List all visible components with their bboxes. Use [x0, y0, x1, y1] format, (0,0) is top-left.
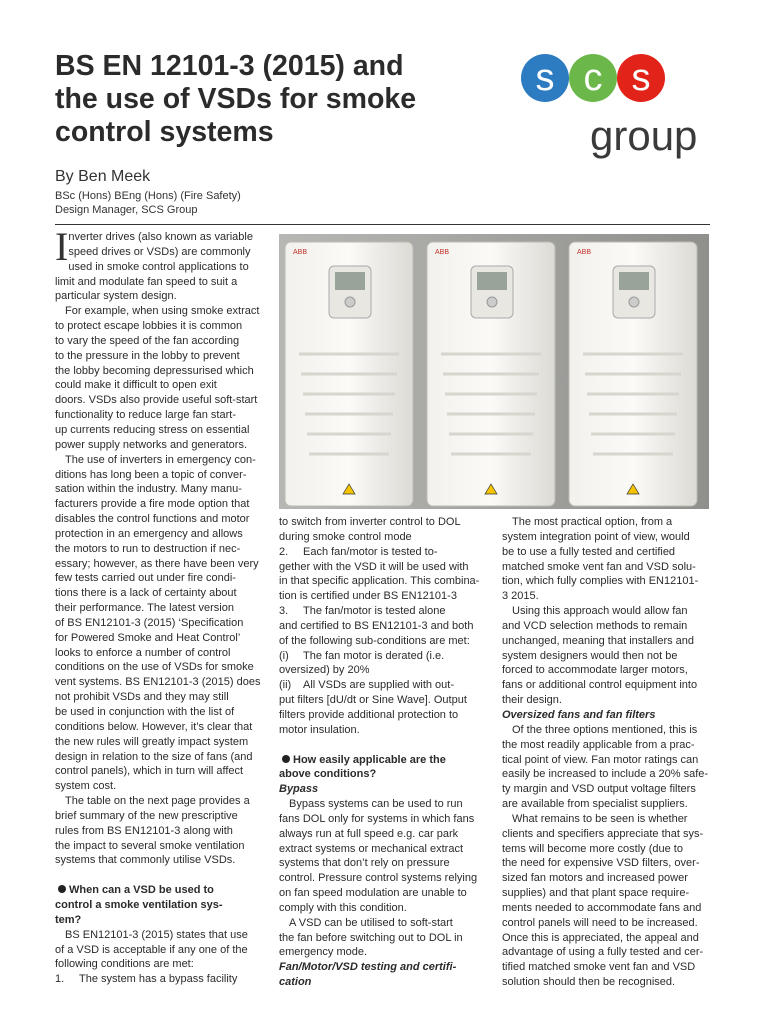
section-heading: control a smoke ventilation sys- [55, 898, 223, 911]
text-line: of BS EN12101-3 (2015) ‘Specification [55, 616, 244, 629]
list-text: All VSDs are supplied with out- [303, 679, 455, 692]
svg-text:ABB: ABB [577, 249, 592, 256]
text-line: the motors to run to destruction if nec- [55, 542, 241, 555]
list-item [279, 545, 490, 560]
text-line: emergency mode. [279, 946, 368, 959]
text-line: conditions on the use of VSDs for smoke [55, 661, 254, 674]
text-line: essary; however, as there have been very [55, 557, 259, 570]
text-line: on fan speed modulation are unable to [279, 887, 467, 900]
text-line: advantage of using a fully tested and cer- [502, 946, 704, 959]
logo-word: group [590, 112, 698, 159]
text-line: their performance. The latest version [55, 602, 234, 615]
text-line: used in smoke control applications to [68, 260, 249, 273]
text-line: filters provide additional protection to [279, 708, 459, 721]
text-line: be to use a fully tested and certified [502, 545, 676, 558]
text-line: for Powered Smoke and Heat Control’ [55, 631, 241, 644]
text-line: tion is certified under BS EN12101-3 [279, 590, 457, 603]
text-line: and certified to BS EN12101-3 and both [279, 619, 474, 632]
text-line: to the pressure in the lobby to prevent [55, 349, 240, 362]
header-divider [55, 224, 710, 225]
text-line: clients and specifiers appreciate that sys- [502, 827, 704, 840]
list-text: The fan motor is derated (i.e. [303, 649, 445, 662]
text-line: to vary the speed of the fan according [55, 334, 240, 347]
title-line: BS EN 12101-3 (2015) and [55, 50, 404, 82]
spacer [279, 738, 490, 753]
text-line: 3 2015. [502, 590, 539, 603]
text-line: are available from specialist suppliers. [502, 798, 688, 811]
text-line: the need for expensive VSD filters, over- [502, 857, 700, 870]
drive-unit [427, 242, 555, 506]
text-line: doors. VSDs also provide useful soft-start [55, 394, 258, 407]
section-heading [55, 883, 267, 898]
byline: By Ben Meek [55, 168, 151, 185]
text-line: to protect escape lobbies it is common [55, 320, 243, 333]
text-line: easily be increased to include a 20% safe- [502, 768, 709, 781]
text-line: vent systems. BS EN12101-3 (2015) does [55, 676, 261, 689]
text-line: looks to enforce a number of control [55, 646, 231, 659]
text-line: solution should then be recognised. [502, 976, 676, 989]
text-line: of the following sub-conditions are met: [279, 634, 470, 647]
text-line: oversized) by 20% [279, 664, 370, 677]
svg-text:ABB: ABB [435, 249, 450, 256]
text-line: design in relation to the size of fans (and [55, 750, 253, 763]
text-line: always run at full speed e.g. car park [279, 827, 459, 840]
text-line: ditions has long been a topic of conver- [55, 468, 247, 481]
text-line: facturers provide a fire mode option that [55, 498, 250, 511]
heading-text: How easily applicable are the [293, 753, 446, 766]
text-line: and VCD selection methods to remain [502, 619, 688, 632]
text-line: disables the control functions and motor [55, 513, 250, 526]
text-column-1 [55, 224, 267, 987]
text-line: system integration point of view, would [502, 530, 690, 543]
vsd-photo-illustration [279, 234, 709, 509]
text-line: The use of inverters in emergency con- [65, 453, 256, 466]
text-line: ty margin and VSD output voltage filters [502, 783, 696, 796]
text-line: systems that commonly utilise VSDs. [55, 854, 236, 867]
svg-text:ABB: ABB [293, 249, 308, 256]
subheading: cation [279, 976, 312, 989]
text-line: fans or additional control equipment into [502, 679, 698, 692]
text-line: Of the three options mentioned, this is [512, 723, 698, 736]
text-line: tems will become more costly (due to [502, 842, 683, 855]
text-line: functionality to reduce large fan start- [55, 409, 236, 422]
list-number: 1. [55, 973, 65, 986]
text-line: not prohibit VSDs and they may still [55, 691, 229, 704]
author-credentials: BSc (Hons) BEng (Hons) (Fire Safety) [55, 190, 241, 202]
text-line: tical point of view. Fan motor ratings can [502, 753, 699, 766]
text-line: protection in an emergency and allows [55, 527, 243, 540]
list-item [55, 972, 267, 987]
list-item [279, 604, 490, 619]
text-line: the lobby becoming depressurised which [55, 364, 254, 377]
text-line: What remains to be seen is whether [512, 812, 688, 825]
section-heading: tem? [55, 913, 82, 926]
text-line: conditions below. However, it’s clear that [55, 720, 253, 733]
heading-text: When can a VSD be used to [69, 884, 214, 897]
title-line: control systems [55, 116, 274, 148]
text-line: power supply networks and generators. [55, 438, 247, 451]
logo-letter-s: s [535, 57, 555, 99]
text-line: speed drives or VSDs) are commonly [68, 245, 251, 258]
text-line: during smoke control mode [279, 530, 412, 543]
text-line: ments needed to accommodate fans and [502, 901, 702, 914]
list-item [279, 678, 490, 693]
text-line: fans DOL only for systems in which fans [279, 812, 475, 825]
vsd-photo [279, 234, 709, 509]
text-line: supplies) and that plant space require- [502, 887, 690, 900]
subheading: Oversized fans and fan filters [502, 708, 656, 721]
text-line: few tests carried out under fire condi- [55, 572, 236, 585]
text-line: could make it difficult to open exit [55, 379, 217, 392]
title-line: the use of VSDs for smoke [55, 83, 417, 115]
text-line: particular system design. [55, 290, 177, 303]
text-line: system cost. [55, 780, 117, 793]
text-column-3 [502, 515, 714, 990]
section-heading: above conditions? [279, 768, 377, 781]
text-line: comply with this condition. [279, 901, 407, 914]
text-line: control panels), which in turn will affect [55, 765, 244, 778]
scs-group-logo [520, 50, 715, 160]
text-line: tions there is a lack of certainty about [55, 587, 237, 600]
logo-letter-c: c [583, 57, 603, 99]
text-line: gether with the VSD it will be used with [279, 560, 469, 573]
subheading: Bypass [279, 783, 319, 796]
list-text: The fan/motor is tested alone [303, 605, 446, 618]
bullet-icon [279, 754, 293, 763]
text-line: up currents reducing stress on essential [55, 423, 250, 436]
text-line: of a VSD is acceptable if any one of the [55, 943, 248, 956]
text-line: The table on the next page provides a [65, 795, 250, 808]
text-line: unchanged, meaning that installers and [502, 634, 695, 647]
drive-unit [285, 242, 413, 506]
text-line: limit and modulate fan speed to suit a [55, 275, 238, 288]
text-line: their design. [502, 694, 562, 707]
text-line: extract systems or mechanical extract [279, 842, 464, 855]
text-line: matched smoke vent fan and VSD solu- [502, 560, 696, 573]
text-line: put filters [dU/dt or Sine Wave]. Output [279, 694, 467, 707]
text-line: rules from BS EN12101-3 along with [55, 824, 233, 837]
text-line: be used in conjunction with the list of [55, 706, 235, 718]
text-line: following conditions are met: [55, 958, 194, 971]
subheading: Fan/Motor/VSD testing and certifi- [279, 961, 457, 974]
text-line: motor insulation. [279, 723, 360, 736]
list-item [279, 649, 490, 664]
drive-unit [569, 242, 697, 506]
text-line: Once this is appreciated, the appeal and [502, 931, 699, 944]
text-line: For example, when using smoke extract [65, 305, 260, 318]
text-line: the new rules will greatly impact system [55, 735, 249, 748]
text-column-2 [279, 515, 490, 990]
drop-cap: I [55, 224, 69, 269]
list-number: 2. [279, 545, 289, 558]
list-text: The system has a bypass facility [79, 973, 238, 986]
article-title [55, 50, 475, 149]
bullet-icon [55, 884, 69, 893]
author-role: Design Manager, SCS Group [55, 204, 198, 216]
text-line: Bypass systems can be used to run [289, 798, 463, 811]
text-line: tion, which fully complies with EN12101- [502, 575, 699, 588]
text-line: Using this approach would allow fan [512, 605, 688, 618]
text-line: BS EN12101-3 (2015) states that use [65, 928, 248, 941]
text-line: A VSD can be utilised to soft-start [289, 916, 453, 929]
text-line: brief summary of the new prescriptive [55, 809, 238, 822]
text-line: sation within the industry. Many manu- [55, 483, 242, 496]
text-line: the impact to several smoke ventilation [55, 839, 245, 852]
spacer [55, 868, 267, 883]
text-line: to switch from inverter control to DOL [279, 516, 461, 528]
section-heading [279, 753, 490, 768]
text-line: sized fan motors and increased power [502, 872, 688, 885]
text-line: tified matched smoke vent fan and VSD [502, 961, 696, 974]
text-line: in that specific application. This combina- [279, 575, 480, 588]
text-line: control panels will need to be increased. [502, 916, 698, 929]
text-line: nverter drives (also known as variable [68, 231, 253, 243]
text-line: system designers would then not be [502, 649, 678, 662]
text-line: The most practical option, from a [512, 516, 673, 528]
logo-letter-s2: s [631, 57, 651, 99]
text-line: forced to accommodate larger motors, [502, 664, 688, 677]
list-text: Each fan/motor is tested to- [303, 545, 438, 558]
text-line: control. Pressure control systems relying [279, 872, 478, 885]
list-number: (ii) [279, 679, 292, 692]
list-number: 3. [279, 605, 289, 618]
text-line: the most readily applicable from a prac- [502, 738, 695, 751]
list-number: (i) [279, 649, 289, 662]
text-line: systems that don’t rely on pressure [279, 857, 450, 870]
text-line: the fan before switching out to DOL in [279, 931, 463, 944]
